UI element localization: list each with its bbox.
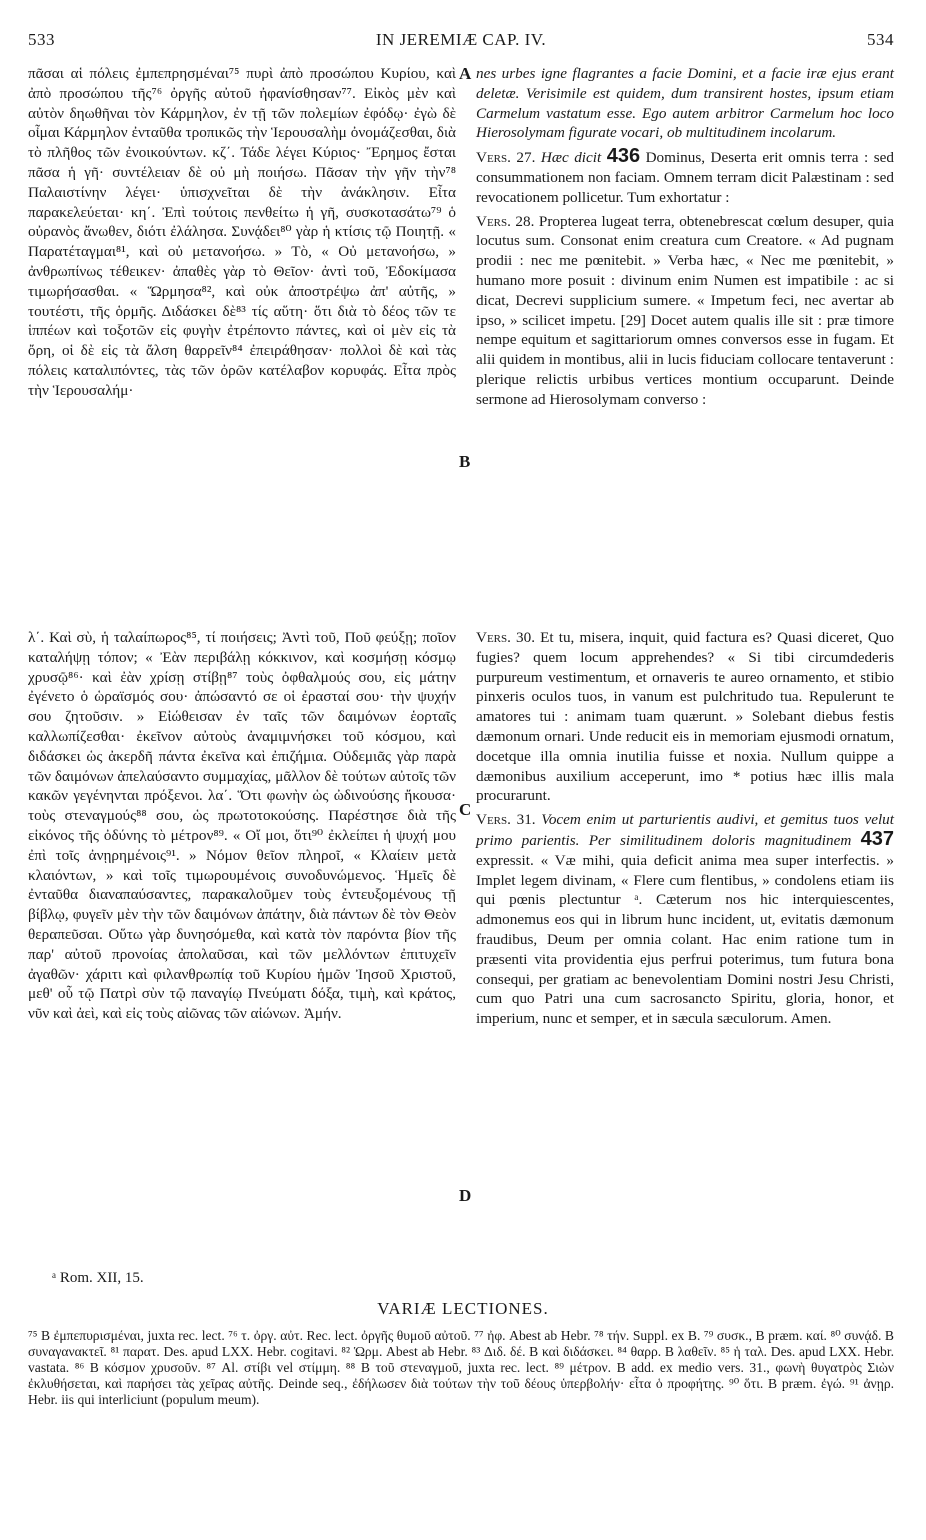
latin-verse-31 (476, 810, 894, 1029)
variae-lectiones-title: VARIÆ LECTIONES. (377, 1299, 549, 1318)
margin-letter-c: C (459, 800, 472, 819)
footnote: ᵃ Rom. XII, 15. (52, 1270, 144, 1286)
page-number-left: 533 (28, 30, 55, 49)
margin-letter-d: D (459, 1186, 472, 1205)
column-number-436: 436 (606, 145, 641, 168)
verse-30-label: Vers. 30. (476, 629, 536, 646)
verse-30-text: Et tu, misera, inquit, quid factura es? Quasi diceret, Quo fugies? quem locum apprehendes? « Si tibi circumdederis purpureum vestimentum, et ornaveris te aureo ornamento, et stibio pinxeris oculos tuos, in vanum est pulchritudo tua. Repulerunt te amatores tui : animam tuam quærunt. » Solebant diebus festis dæmonum ornari. Unde reducit eis in memoriam ejusmodi ornatum, docetque illa omnia inutilia fuisse et noxia. Nullum quippe a dæmonibus auxilium acceperunt, imo * potius hæc illis mala procurarunt. (476, 629, 894, 805)
page-header (28, 30, 894, 58)
verse-31-text-a: Vocem enim ut parturientis audivi, et gemitus tuos velut primo parientis. Per similitudinem doloris magnitudinem (476, 811, 894, 849)
verse-27-text-b: Dominus, Deserta erit omnis terra : sed consummationem non faciam. Omnem terram dicit Palæstinam : sed revocationem pollicetur. Tum exhortatur : (476, 149, 894, 206)
latin-column-top (476, 64, 894, 410)
greek-column-top (28, 64, 456, 401)
greek-column-bottom (28, 628, 456, 1024)
page-number-right: 534 (867, 30, 894, 49)
latin-verse-30 (476, 628, 894, 806)
verse-28-text: Propterea lugeat terra, obtenebrescat cœlum desuper, quia locutus sum. Consonat enim creatura cum Creatore. « Ad pugnam prodii : nec me pœnitebit. » Verba hæc, « Nec me pœnitebit, » humano more posuit : divinum enim Numen est impatibile : ac si dicat, Decrevi supplicium sumere. « Impetum feci, nec avertar ab ipso, » scilicet impetu. [29] Docet autem qualis ille sit : præ timore nempe equitum et sagittariorum omnes conversos esse in fugam. Et alii quidem in montibus, alii in lucis fiduciam collocare tentaverunt : plerique relictis urbibus vertices montium occuparunt. Deinde sermone ad Hierosolymam converso : (476, 212, 894, 408)
column-number-437: 437 (860, 827, 895, 850)
verse-31-label: Vers. 31. (476, 811, 536, 829)
running-title: IN JEREMIÆ CAP. IV. (375, 30, 547, 49)
verse-27-label: Vers. 27. (476, 149, 536, 167)
latin-verse-28 (476, 212, 894, 410)
verse-31-text-b: expressit. « Væ mihi, quia deficit anima mea super interfectis. » Implet legem divinam, « Flere cum flentibus, » condolens etiam iis qui pœnis plectuntur ᵃ. Cæterum nos hic interquiescentes, admonemus eos qui in librum hunc incident, ut, evitatis dæmonum fraudibus, Deum per omnia colant. Hac enim ratione tum in præsenti vita providentia ejus perfrui poterimus, tum futura bona consequi, per gratiam ac benevolentiam Domini nostri Jesu Christi, cum quo Patri una cum sacrosancto Spiritu, gloria, honor, et imperium, nunc et semper, et in sæcula sæculorum. Amen. (476, 851, 894, 1028)
verse-28-label: Vers. 28. (476, 212, 535, 230)
margin-letter-b: B (459, 452, 471, 471)
verse-27-text-a: Hæc dicit (540, 149, 602, 167)
margin-letter-a: A (459, 64, 472, 83)
variae-lectiones-text: ⁷⁵ B ἐμπεπυρισμέναι, juxta rec. lect. ⁷⁶ τ. ὀργ. αὐτ. Rec. lect. ὀργῆς θυμοῦ αὐτοῦ. ⁷⁷ ἠφ. Abest ab Hebr. ⁷⁸ τήν. Suppl. ex B. ⁷⁹ συσκ., B præm. καί. ⁸⁰ συνᾴδ. B συναγανακτεῖ. ⁸¹ παρατ. Des. apud LXX. Hebr. cogitavi. ⁸² Ὡρμ. Abest ab Hebr. ⁸³ Διδ. δέ. B καὶ διδάσκει. ⁸⁴ θαρρ. B λαθεῖν. ⁸⁵ ἡ ταλ. Des. apud LXX. Hebr. vastata. ⁸⁶ B κόσμον χρυσοῦν. ⁸⁷ Al. στίβι vel στίμμη. ⁸⁸ B τοῦ στεναγμοῦ, juxta rec. lect. ⁸⁹ μέτρον. B add. ex medio vers. 31., φωνὴ θυγατρὸς Σιὼν ἐκλυθήσεται, καὶ παρήσει τὰς χεῖρας αὐτῆς. Deinde seq., ἐδήλωσεν διὰ τούτων τὴν τοῦ δέους ὑπερβολήν· εἶτα ὁ προφήτης. ⁹⁰ ὅτι. B præm. ἐγώ. ⁹¹ ἀνῃρ. Hebr. iis qui interliciunt (populum meum). (28, 1328, 894, 1407)
latin-verse-27 (476, 147, 894, 207)
greek-text-block-1: πᾶσαι αἱ πόλεις ἐμπεπρησμέναι⁷⁵ πυρὶ ἀπὸ προσώπου Κυρίου, καὶ ἀπὸ προσώπου τῆς⁷⁶ ὀργῆς αὐτοῦ ἠφανίσθησαν⁷⁷. Εἰκὸς μὲν καὶ αὐτὸν δηωθῆναι τὸν Κάρμηλον, ἐν τῇ τῶν πολεμίων ἐφόδῳ· ἐγὼ δὲ οἶμαι Κάρμηλον ἐνταῦθα τροπικῶς τὴν Ἱερουσαλὴμ ὀνομάζεσθαι, διὰ τὸ πλῆθος τῶν ἐνοικούντων. κζ΄. Τάδε λέγει Κύριος· Ἔρημος ἔσται πᾶσα ἡ γῆ· συντέλειαν δὲ οὐ μὴ ποιήσω. Πᾶσαν τὴν γῆν τὴν⁷⁸ Παλαιστίνην λέγει· ὑπισχνεῖται δὲ τὴν ἀνάκλησιν. Εἶτα παρακελεύεται· κη΄. Ἐπὶ τούτοις πενθείτω ἡ γῆ, συσκοτασάτω⁷⁹ ὁ οὐρανὸς ἄνωθεν, διότι ἐλάλησα. Συνᾴδει⁸⁰ γὰρ ἡ κτίσις τῷ Ποιητῇ. « Παρατέταγμαι⁸¹, καὶ οὐ μετανοήσω. » Τὸ, « Οὐ μετανοήσω, » ἀνθρωπίνως τέθεικεν· ἀπαθὲς γὰρ τὸ Θεῖον· ἀντὶ τοῦ, Ἐδοκίμασα τιμωρήσασθαι. « Ὥρμησα⁸², καὶ οὐκ ἀποστρέψω ἀπ' αὐτῆς, » τουτέστι, τῆς ὁρμῆς. Διδάσκει δὲ⁸³ τίς αὕτη· ὅτι διὰ τὸ δέος τῶν τε ἱππέων καὶ τοξοτῶν εἰς φυγὴν ἐτρέποντο πάντες, καὶ οἱ μὲν εἰς τὰ ὄρη, οἱ δὲ εἰς τὰ ἄλση θαρρεῖν⁸⁴ ἐπειράθησαν· πολλοὶ δὲ καὶ τὰς πόλεις καταλιπόντες, τὰς τῶν ὀρῶν κατέλαβον κορυφάς. Εἶτα πρὸς τὴν Ἱερουσαλήμ· (28, 65, 456, 399)
greek-text-block-2: λ΄. Καὶ σὺ, ἡ ταλαίπωρος⁸⁵, τί ποιήσεις; Ἀντὶ τοῦ, Ποῦ φεύξῃ; ποῖον καταλήψῃ τόπον; « Ἐὰν περιβάλῃ κόκκινον, καὶ κοσμήσῃ κόσμῳ χρυσῷ⁸⁶· καὶ ἐὰν χρίσῃ στίβῃ⁸⁷ τοὺς ὀφθαλμούς σου, εἰς μάτην ἐγένετο ὁ ὡραϊσμός σου· ἀπώσαντό σε οἱ ἐρασταί σου· τὴν ψυχήν σου ζητοῦσιν. » Εἰώθεισαν ἐν ταῖς τῶν δαιμόνων ἑορταῖς καλλωπίζεσθαι· ἐκεῖνον αὐτοὺς ἀναμιμνήσκει τοῦ κόσμου, καὶ διδάσκει ὡς ἀκερδῆ πάντα ἐκεῖνα καὶ ἐπιζήμια. Οὐδεμιᾶς γὰρ παρὰ τῶν δαιμόνων ἀπελαύσαντο συμμαχίας, μᾶλλον δὲ τούτων αὐτοῖς τῶν κακῶν γεγένηνται πρόξενοι. λα΄. Ὅτι φωνὴν ὡς ὠδινούσης ἤκουσα· τοὺς στεναγμούς⁸⁸ σου, ὡς πρωτοτοκούσης. Παρέστησε διὰ τῆς εἰκόνος τῆς ὀδύνης τὸ μέτρον⁸⁹. « Οἴ μοι, ὅτι⁹⁰ ἐκλείπει ἡ ψυχή μου ἐπὶ τοῖς ἀνῃρημένοις⁹¹. » Νόμον θεῖον πληροῖ, « Κλαίειν μετὰ κλαιόντων, » καὶ τοῖς τιμωρουμένοις συνοδυνώμενος. Ἡμεῖς δὲ ἐνταῦθα διαναπαύσαντες, παρακαλοῦμεν τοὺς ἐντευξομένους τῇ βίβλῳ, φυγεῖν μὲν τὴν τῶν δαιμόνων ἀπάτην, διὰ πάντων δὲ τὸν Θεὸν θεραπεῦσαι. Οὕτω γὰρ δυνησόμεθα, καὶ κατὰ τὸν παρόντα βίον τῆς παρ' αὐτοῦ προνοίας ἀπολαῦσαι, καὶ τῶν μελλόντων ἐπιτυχεῖν ἀγαθῶν· χάριτι καὶ φιλανθρωπίᾳ τοῦ Κυρίου ἡμῶν Ἰησοῦ Χριστοῦ, μεθ' οὗ τῷ Πατρὶ σὺν τῷ παναγίῳ Πνεύματι δόξα, τιμὴ, καὶ κράτος, νῦν καὶ ἀεὶ, καὶ εἰς τοὺς αἰῶνας τῶν αἰώνων. Ἀμήν. (28, 629, 456, 1023)
latin-text-block-1: nes urbes igne flagrantes a facie Domini, et a facie iræ ejus erant deletæ. Verisimile est quidem, dum transirent hostes, ipsum etiam Carmelum vastatum esse. Ego autem arbitror Carmelum hoc loco Hierosolymam figurate vocari, ob multitudinem incolarum. (476, 65, 894, 142)
latin-column-bottom (476, 628, 894, 1029)
